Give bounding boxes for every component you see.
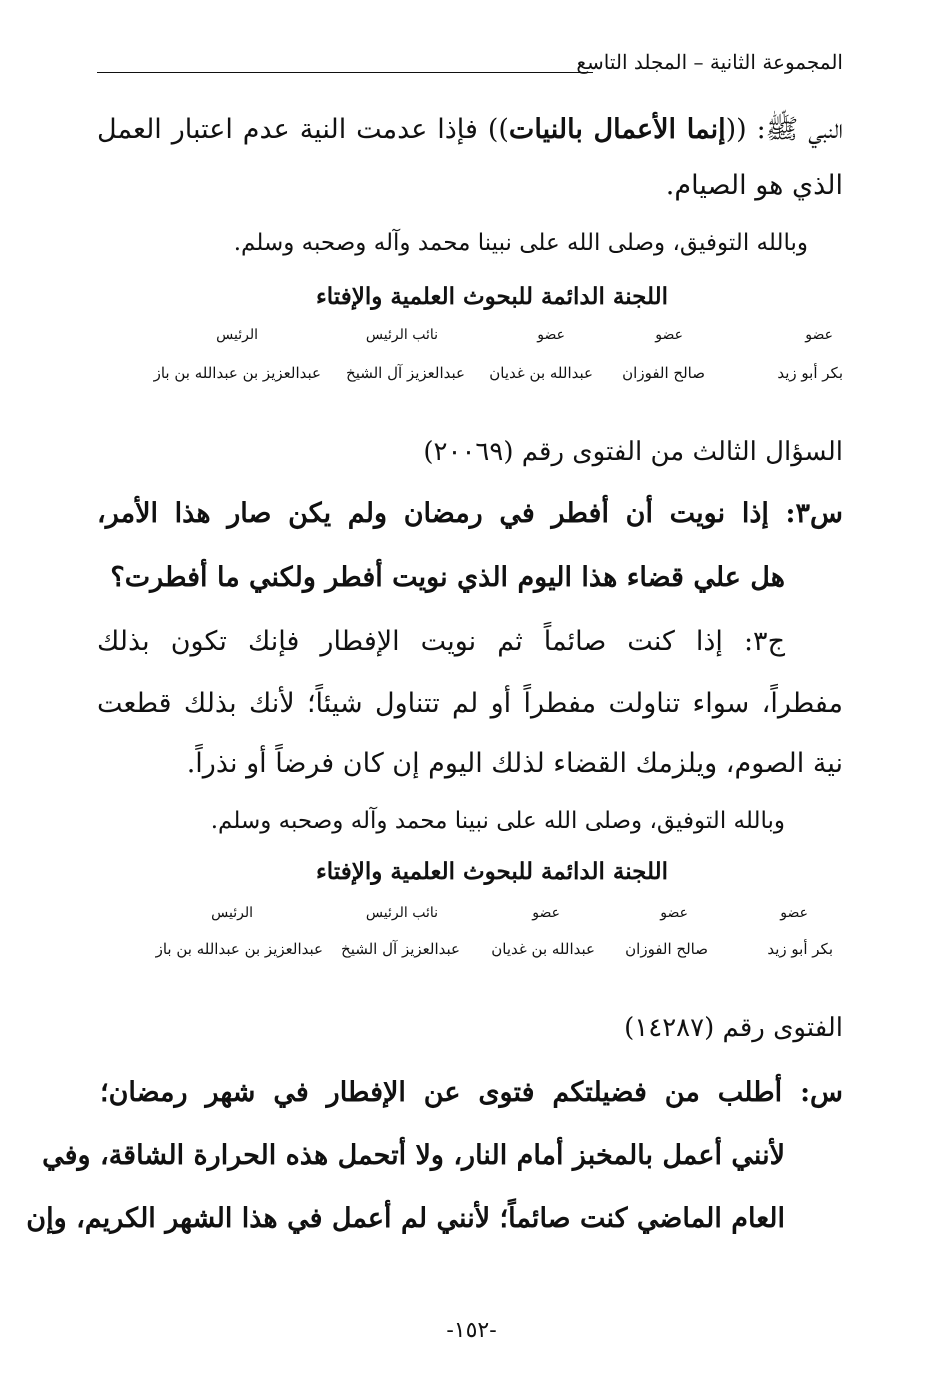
intro-prefix: النبي ﷺ: (( bbox=[725, 114, 844, 145]
page-number: -١٥٢- bbox=[446, 1318, 497, 1343]
signatory-title: عضو bbox=[805, 327, 833, 343]
committee-name-1: اللجنة الدائمة للبحوث العلمية والإفتاء bbox=[315, 283, 668, 310]
question-line: هل علي قضاء هذا اليوم الذي نويت أفطر ولكني ما أفطرت؟ bbox=[110, 562, 785, 593]
fatwa-reference-2: السؤال الثالث من الفتوى رقم (٢٠٠٦٩) bbox=[423, 437, 843, 467]
running-header: المجموعة الثانية – المجلد التاسع bbox=[576, 50, 843, 74]
answer-line: مفطراً، سواء تناولت مفطراً أو لم تتناول شيئاً؛ لأنك بذلك قطعت bbox=[97, 688, 843, 719]
signatory-title: عضو bbox=[660, 905, 688, 921]
intro-line-2: الذي هو الصيام. bbox=[665, 170, 843, 201]
committee-name-2: اللجنة الدائمة للبحوث العلمية والإفتاء bbox=[315, 858, 668, 885]
signatory-name: عبدالعزيز بن عبدالله بن باز bbox=[153, 364, 321, 382]
signatory-title: عضو bbox=[780, 905, 808, 921]
hadith-quote: إنما الأعمال بالنيات bbox=[508, 114, 726, 145]
header-rule bbox=[97, 72, 593, 73]
signatory-name: صالح الفوزان bbox=[622, 364, 705, 382]
signatory-name: عبدالله بن غديان bbox=[491, 940, 595, 958]
fatwa-reference-3: الفتوى رقم (١٤٢٨٧) bbox=[624, 1013, 843, 1043]
signatory-name: عبدالعزيز آل الشيخ bbox=[341, 940, 460, 958]
closing-formula-2: وبالله التوفيق، وصلى الله على نبينا محمد وآله وصحبه وسلم. bbox=[210, 808, 785, 834]
intro-line-1 bbox=[97, 112, 843, 152]
signatory-name: بكر أبو زيد bbox=[777, 364, 843, 382]
answer-line: نية الصوم، ويلزمك القضاء لذلك اليوم إن كان فرضاً أو نذراً. bbox=[186, 748, 843, 779]
signatory-name: عبدالعزيز آل الشيخ bbox=[346, 364, 465, 382]
signatory-title: نائب الرئيس bbox=[365, 327, 438, 343]
signatory-title: نائب الرئيس bbox=[365, 905, 438, 921]
signatory-name: بكر أبو زيد bbox=[767, 940, 833, 958]
answer-line: ج٣: إذا كنت صائماً ثم نويت الإفطار فإنك تكون بذلك bbox=[97, 626, 785, 657]
intro-suffix: )) فإذا عدمت النية عدم اعتبار العمل bbox=[97, 114, 509, 145]
signatory-title: عضو bbox=[655, 327, 683, 343]
signatory-name: عبدالعزيز بن عبدالله بن باز bbox=[155, 940, 323, 958]
signatory-title: عضو bbox=[537, 327, 565, 343]
question-line: العام الماضي كنت صائماً؛ لأنني لم أعمل في هذا الشهر الكريم، وإن bbox=[26, 1203, 785, 1234]
signatory-title: الرئيس bbox=[216, 327, 258, 343]
signatory-name: عبدالله بن غديان bbox=[489, 364, 593, 382]
signatory-title: عضو bbox=[532, 905, 560, 921]
signatory-name: صالح الفوزان bbox=[625, 940, 708, 958]
signatory-title: الرئيس bbox=[211, 905, 253, 921]
question-line: لأنني أعمل بالمخبز أمام النار، ولا أتحمل هذه الحرارة الشاقة، وفي bbox=[42, 1140, 785, 1171]
question-line: س: أطلب من فضيلتكم فتوى عن الإفطار في شهر رمضان؛ bbox=[100, 1077, 843, 1108]
closing-formula-1: وبالله التوفيق، وصلى الله على نبينا محمد وآله وصحبه وسلم. bbox=[233, 230, 808, 256]
question-line: س٣: إذا نويت أن أفطر في رمضان ولم يكن صار هذا الأمر، bbox=[97, 498, 843, 529]
